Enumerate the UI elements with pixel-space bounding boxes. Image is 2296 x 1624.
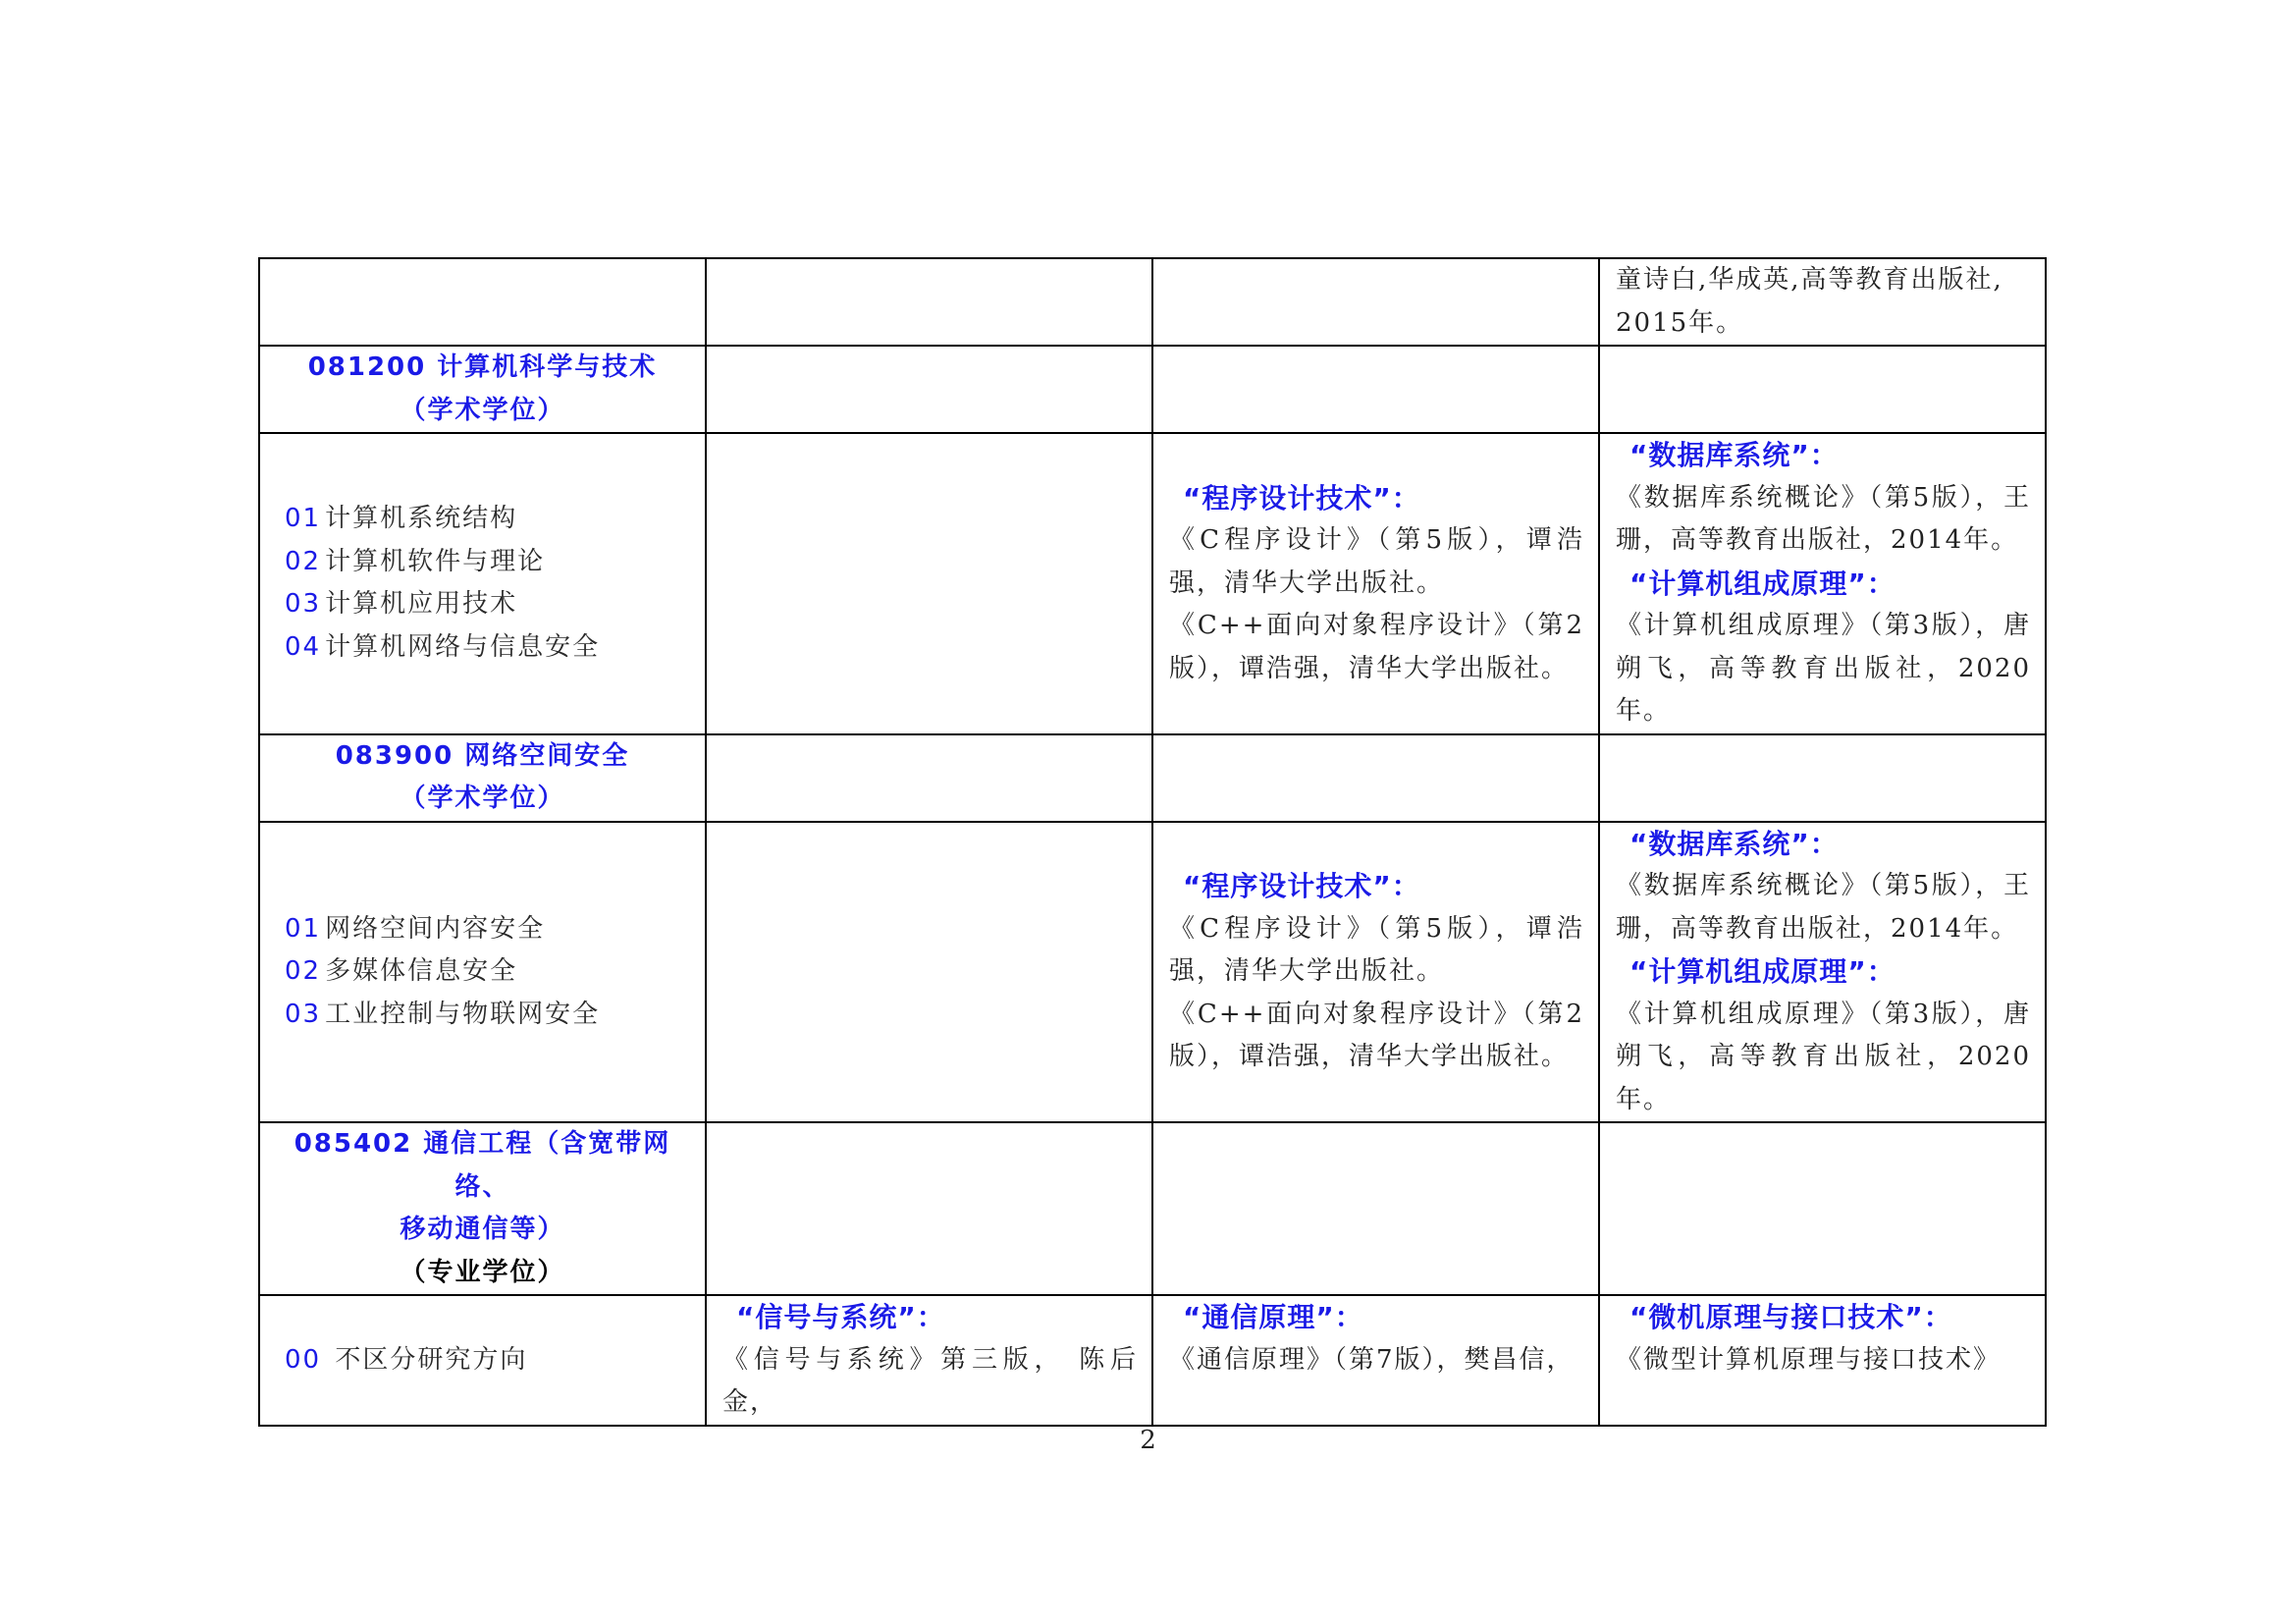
cyber-directions-cell bbox=[259, 822, 706, 1123]
major-comm-degree: （专业学位） bbox=[400, 1257, 565, 1287]
cell-empty bbox=[1152, 734, 1599, 822]
cyber-programming-cell bbox=[1152, 822, 1599, 1123]
direction-code: 02 bbox=[285, 546, 322, 576]
reference-book: 《计算机组成原理》（第3版），唐朔飞，高等教育出版社，2020年。 bbox=[1616, 999, 2031, 1114]
direction-name: 计算机软件与理论 bbox=[325, 546, 546, 576]
page-number: 2 bbox=[1140, 1426, 1156, 1455]
cell-empty bbox=[706, 1122, 1152, 1295]
direction-item bbox=[285, 541, 691, 584]
reference-book: 《计算机组成原理》（第3版），唐朔飞，高等教育出版社，2020年。 bbox=[1616, 611, 2031, 726]
subject-title-organization: “计算机组成原理”： bbox=[1629, 567, 1896, 600]
cell-empty bbox=[706, 734, 1152, 822]
continued-ref-line-1: 童诗白,华成英,高等教育出版社, bbox=[1616, 265, 2003, 295]
reference-book: 《C程序设计》（第5版），谭浩强，清华大学出版社。 bbox=[1169, 525, 1584, 598]
cell-empty bbox=[1599, 1122, 2046, 1295]
direction-name: 多媒体信息安全 bbox=[325, 956, 518, 986]
reference-book: 《数据库系统概论》（第5版），王珊，高等教育出版社，2014年。 bbox=[1616, 482, 2031, 555]
direction-code: 04 bbox=[285, 631, 322, 662]
subject-title-communication: “通信原理”： bbox=[1183, 1301, 1363, 1333]
direction-name: 不区分研究方向 bbox=[335, 1344, 528, 1375]
direction-name: 计算机系统结构 bbox=[325, 504, 518, 534]
direction-name: 计算机网络与信息安全 bbox=[325, 631, 601, 662]
comm-direction-cell bbox=[259, 1295, 706, 1426]
direction-item bbox=[285, 908, 691, 951]
major-cs-degree: （学术学位） bbox=[400, 395, 565, 425]
major-cs-title: 081200 计算机科学与技术 bbox=[307, 352, 658, 382]
cell-empty bbox=[706, 822, 1152, 1123]
major-comm-title-line-1: 085402 通信工程（含宽带网络、 bbox=[294, 1129, 671, 1202]
cell-empty bbox=[1152, 346, 1599, 433]
table-row-major-comm bbox=[259, 1122, 2046, 1295]
reference-book: 《数据库系统概论》（第5版），王珊，高等教育出版社，2014年。 bbox=[1616, 871, 2031, 944]
direction-item bbox=[285, 950, 691, 994]
cell-empty bbox=[1152, 258, 1599, 346]
cell-empty bbox=[706, 258, 1152, 346]
subject-title-organization: “计算机组成原理”： bbox=[1629, 955, 1896, 988]
reference-book: 《C程序设计》（第5版），谭浩强，清华大学出版社。 bbox=[1169, 913, 1584, 986]
major-cyber-title: 083900 网络空间安全 bbox=[335, 740, 630, 771]
direction-item bbox=[285, 994, 691, 1037]
table-row-comm-detail bbox=[259, 1295, 2046, 1426]
direction-name: 工业控制与物联网安全 bbox=[325, 999, 601, 1029]
subject-title-programming: “程序设计技术”： bbox=[1183, 481, 1420, 514]
cell-empty bbox=[1152, 1122, 1599, 1295]
cs-db-arch-cell bbox=[1599, 433, 2046, 734]
reference-book: 《通信原理》（第7版），樊昌信， bbox=[1169, 1344, 1575, 1375]
direction-code: 03 bbox=[285, 589, 322, 620]
cell-empty bbox=[1599, 734, 2046, 822]
direction-item bbox=[285, 626, 691, 670]
subject-title-programming: “程序设计技术”： bbox=[1183, 870, 1420, 902]
direction-name: 计算机应用技术 bbox=[325, 589, 518, 620]
subject-title-microcomputer: “微机原理与接口技术”： bbox=[1629, 1301, 1952, 1333]
subject-title-signals: “信号与系统”： bbox=[736, 1301, 945, 1333]
cyber-db-arch-cell bbox=[1599, 822, 2046, 1123]
admission-reference-table bbox=[258, 257, 2047, 1427]
table-row-major-cyber bbox=[259, 734, 2046, 822]
direction-name: 网络空间内容安全 bbox=[325, 913, 546, 944]
reference-book: 《微型计算机原理与接口技术》 bbox=[1616, 1344, 2002, 1375]
major-comm-title-line-2: 移动通信等） bbox=[400, 1215, 565, 1244]
subject-title-database: “数据库系统”： bbox=[1629, 439, 1839, 471]
major-comm-cell bbox=[259, 1122, 706, 1295]
direction-code: 02 bbox=[285, 956, 322, 986]
comm-principles-cell bbox=[1152, 1295, 1599, 1426]
major-cyber-cell bbox=[259, 734, 706, 822]
reference-book: 《C++面向对象程序设计》（第2版），谭浩强，清华大学出版社。 bbox=[1169, 999, 1584, 1071]
direction-code: 00 bbox=[285, 1344, 322, 1375]
cell-empty bbox=[259, 258, 706, 346]
comm-microcomputer-cell bbox=[1599, 1295, 2046, 1426]
direction-code: 01 bbox=[285, 504, 322, 534]
cell-continued-ref bbox=[1599, 258, 2046, 346]
cs-programming-cell bbox=[1152, 433, 1599, 734]
cell-empty bbox=[706, 433, 1152, 734]
table-row-major-cs bbox=[259, 346, 2046, 433]
cell-empty bbox=[706, 346, 1152, 433]
major-cyber-degree: （学术学位） bbox=[400, 784, 565, 813]
comm-signals-cell bbox=[706, 1295, 1152, 1426]
table-row-cyber-detail bbox=[259, 822, 2046, 1123]
direction-item bbox=[285, 583, 691, 626]
subject-title-database: “数据库系统”： bbox=[1629, 827, 1839, 860]
direction-code: 01 bbox=[285, 913, 322, 944]
direction-item bbox=[285, 1339, 691, 1382]
continued-ref-line-2: 2015年。 bbox=[1616, 307, 1744, 338]
direction-item bbox=[285, 498, 691, 541]
table-row-continued bbox=[259, 258, 2046, 346]
table-row-cs-detail bbox=[259, 433, 2046, 734]
major-cs-cell bbox=[259, 346, 706, 433]
cs-directions-cell bbox=[259, 433, 706, 734]
reference-book: 《信号与系统》第三版， 陈后金， bbox=[722, 1344, 1138, 1417]
cell-empty bbox=[1599, 346, 2046, 433]
reference-book: 《C++面向对象程序设计》（第2版），谭浩强，清华大学出版社。 bbox=[1169, 611, 1584, 683]
direction-code: 03 bbox=[285, 999, 322, 1029]
